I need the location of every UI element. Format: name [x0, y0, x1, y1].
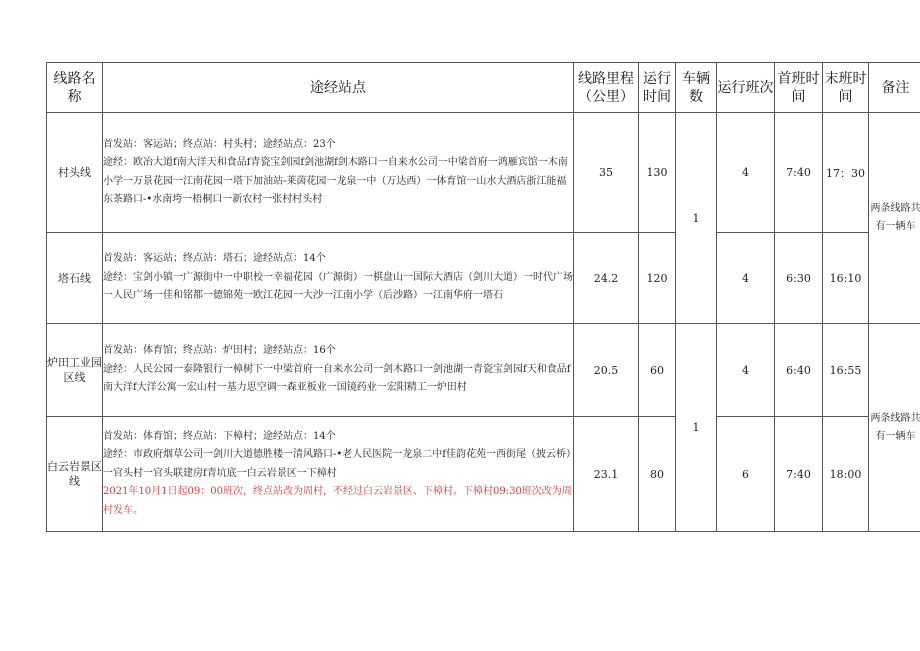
route-via: 途经：宝剑小镇一广源街中一中职校一幸福花园（广源街）一棋盘山一国际大酒店（剑川大道）一时代广场一人民广场一佳和铭都一德锦苑一欧江花园一大沙一江南小学（后沙路）一江南华府一塔石	[103, 271, 573, 302]
group-vehicles: 1	[676, 324, 717, 532]
route-first-bus: 6:30	[775, 233, 823, 324]
route-first-bus: 7:40	[775, 113, 823, 233]
route-via: 途经：欧冶大道f南大洋天和食品f青瓷宝剑园f剑池湖f剑木路口一自来水公司一中梁首府一鸿雁宾馆一木南小学一万景花园一江南花园一塔下加油站-莱茵花园一龙泉一中（万达西）一体育馆一山水大酒店浙江能福东茶路口-•水南垮一梧桐口一新农村一张村村头村	[103, 157, 568, 205]
table-row	[47, 113, 920, 233]
header-row	[47, 63, 920, 113]
schedule-change-notice: 2021年10月1日起09：00班次，终点站改为周村，不经过白云岩景区、下樟村。下樟村09:30班次改为周村发车。	[103, 486, 572, 516]
route-last-bus: 16:10	[823, 233, 869, 324]
route-mileage: 20.5	[574, 324, 639, 417]
route-mileage: 35	[574, 113, 639, 233]
route-terminals: 首发站：体育馆；终点站：炉田村；途经站点：16个	[103, 345, 336, 357]
header-first-bus: 首班时间	[775, 63, 823, 113]
route-terminals: 首发站：体育馆；终点站：下樟村；途经站点：14个	[103, 430, 336, 442]
route-run-time: 60	[639, 324, 676, 417]
bus-route-table	[46, 62, 920, 532]
table-row	[47, 233, 920, 324]
route-terminals: 首发站：客运站；终点站：村头村；途经站点：23个	[103, 138, 336, 150]
table-row	[47, 324, 920, 417]
route-stops	[103, 324, 574, 417]
header-mileage: 线路里程（公里）	[574, 63, 639, 113]
route-run-time: 80	[639, 417, 676, 532]
header-remarks: 备注	[869, 63, 920, 113]
group-vehicles: 1	[676, 113, 717, 324]
route-trips: 4	[717, 324, 775, 417]
header-vehicles: 车辆数	[676, 63, 717, 113]
route-name: 炉田工业园区线	[47, 324, 103, 417]
header-route-name: 线路名称	[47, 63, 103, 113]
header-stops: 途经站点	[103, 63, 574, 113]
route-trips: 6	[717, 417, 775, 532]
route-last-bus: 18:00	[823, 417, 869, 532]
table-row	[47, 417, 920, 532]
header-last-bus: 末班时间	[823, 63, 869, 113]
route-stops	[103, 233, 574, 324]
route-name: 白云岩景区线	[47, 417, 103, 532]
route-first-bus: 6:40	[775, 324, 823, 417]
route-run-time: 130	[639, 113, 676, 233]
route-stops	[103, 417, 574, 532]
route-mileage: 24.2	[574, 233, 639, 324]
route-trips: 4	[717, 113, 775, 233]
route-via: 途经：市政府烟草公司一剑川大道德胜楼一清风路口-•老人民医院一龙泉二中f佳韵花苑一西街尾（披云桥）一官头村一官头联建房f青坑底一白云岩景区一下樟村	[103, 449, 571, 479]
route-trips: 4	[717, 233, 775, 324]
route-terminals: 首发站：客运站；终点站：塔石；途经站点：14个	[103, 253, 326, 265]
route-last-bus: 17：30	[823, 113, 869, 233]
route-name: 村头线	[47, 113, 103, 233]
group-remark: 两条线路共有一辆车	[869, 324, 920, 532]
route-run-time: 120	[639, 233, 676, 324]
header-trips: 运行班次	[717, 63, 775, 113]
header-run-time: 运行时间	[639, 63, 676, 113]
group-remark: 两条线路共有一辆车	[869, 113, 920, 324]
route-first-bus: 7:40	[775, 417, 823, 532]
route-stops	[103, 113, 574, 233]
route-last-bus: 16:55	[823, 324, 869, 417]
route-via: 途经：人民公园一泰隆银行一樟树下一中梁首府一自来水公司一剑木路口一剑池湖一青瓷宝剑园f天和食品f南大洋f大洋公寓一宏山村一基力思空调一森亚板业一国镜药业一宏阳精工一炉田村	[103, 363, 571, 394]
route-mileage: 23.1	[574, 417, 639, 532]
route-name: 塔石线	[47, 233, 103, 324]
